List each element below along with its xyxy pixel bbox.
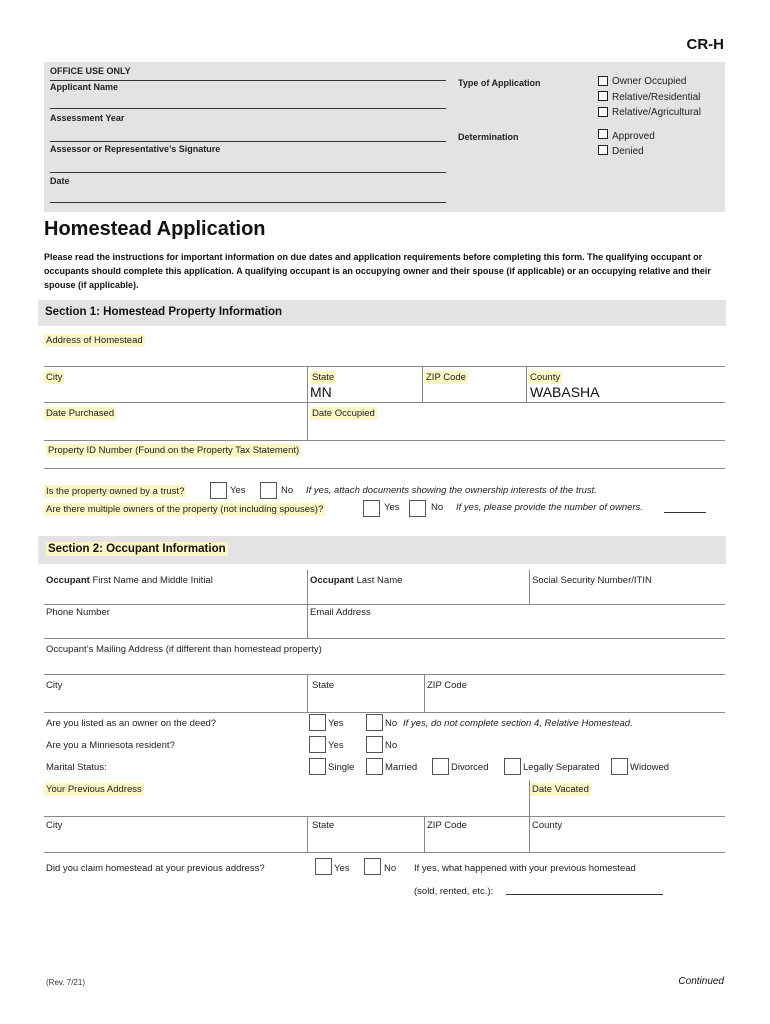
prev-city-label: City — [46, 820, 63, 831]
divider — [422, 366, 423, 402]
deed-note: If yes, do not complete section 4, Relative Homestead. — [403, 718, 633, 729]
divider — [44, 674, 725, 675]
widowed-label: Widowed — [630, 762, 670, 773]
address-of-homestead-label: Address of Homestead — [46, 335, 143, 346]
owners-no-checkbox[interactable] — [409, 500, 426, 517]
owners-question: Are there multiple owners of the property (not including spouses)? — [46, 504, 324, 515]
determination-label: Determination — [458, 132, 519, 142]
single-checkbox[interactable] — [309, 758, 326, 775]
relative-residential-checkbox[interactable] — [598, 91, 608, 101]
deed-yes-label: Yes — [328, 718, 344, 729]
trust-no-label: No — [281, 485, 294, 496]
trust-no-checkbox[interactable] — [260, 482, 277, 499]
previous-homestead-field[interactable] — [506, 894, 663, 895]
divider — [529, 816, 530, 852]
previous-address-label: Your Previous Address — [46, 784, 142, 795]
assessment-year-label: Assessment Year — [50, 113, 125, 123]
approved-checkbox[interactable] — [598, 129, 608, 139]
divider — [44, 468, 725, 469]
section2-header — [38, 536, 726, 564]
claim-yes-label: Yes — [334, 863, 350, 874]
resident-question: Are you a Minnesota resident? — [46, 740, 175, 751]
owners-yes-checkbox[interactable] — [363, 500, 380, 517]
relative-agricultural-label: Relative/Agricultural — [612, 107, 701, 118]
owner-occupied-label: Owner Occupied — [612, 76, 687, 87]
divider — [307, 366, 308, 402]
mailing-address-label: Occupant’s Mailing Address (if different than homestead property) — [46, 644, 322, 655]
resident-yes-checkbox[interactable] — [309, 736, 326, 753]
divider — [307, 674, 308, 712]
date-purchased-label: Date Purchased — [46, 408, 115, 419]
claim-no-label: No — [384, 863, 397, 874]
page-title: Homestead Application — [44, 218, 266, 240]
date-vacated-label: Date Vacated — [532, 784, 589, 795]
denied-checkbox[interactable] — [598, 145, 608, 155]
resident-no-checkbox[interactable] — [366, 736, 383, 753]
relative-agricultural-checkbox[interactable] — [598, 107, 608, 117]
resident-no-label: No — [385, 740, 398, 751]
claim-note-2: (sold, rented, etc.): — [414, 886, 494, 897]
divider — [526, 366, 527, 402]
deed-yes-checkbox[interactable] — [309, 714, 326, 731]
divider — [44, 440, 725, 441]
continued-label: Continued — [678, 976, 724, 987]
ssn-label: Social Security Number/ITIN — [532, 575, 652, 586]
zip-label: ZIP Code — [426, 372, 466, 383]
legally-separated-label: Legally Separated — [523, 762, 600, 773]
divider — [44, 402, 725, 403]
section2-title: Section 2: Occupant Information — [48, 543, 226, 555]
owners-yes-label: Yes — [384, 502, 400, 513]
state-label: State — [312, 372, 335, 383]
deed-no-checkbox[interactable] — [366, 714, 383, 731]
date-occupied-label: Date Occupied — [312, 408, 375, 419]
county-value[interactable]: WABASHA — [530, 384, 600, 400]
number-of-owners-field[interactable] — [664, 512, 706, 513]
office-use-title: OFFICE USE ONLY — [50, 66, 131, 76]
mailing-city-label: City — [46, 680, 63, 691]
email-label: Email Address — [310, 607, 371, 618]
section1-header — [38, 300, 726, 326]
date-line[interactable] — [50, 172, 446, 173]
divorced-checkbox[interactable] — [432, 758, 449, 775]
divider — [44, 816, 725, 817]
owners-note: If yes, please provide the number of owners. — [456, 502, 643, 513]
divider — [424, 816, 425, 852]
divider — [424, 674, 425, 712]
marital-status-label: Marital Status: — [46, 762, 107, 773]
owners-no-label: No — [431, 502, 444, 513]
trust-yes-checkbox[interactable] — [210, 482, 227, 499]
owner-occupied-checkbox[interactable] — [598, 76, 608, 86]
divider — [307, 816, 308, 852]
divider — [307, 604, 308, 638]
address-line — [44, 366, 725, 367]
deed-question: Are you listed as an owner on the deed? — [46, 718, 217, 729]
applicant-name-line — [50, 80, 446, 81]
prev-county-label: County — [532, 820, 563, 831]
date-label: Date — [50, 176, 70, 186]
claim-question: Did you claim homestead at your previous address? — [46, 863, 265, 874]
revision-date: (Rev. 7/21) — [46, 978, 85, 987]
resident-yes-label: Yes — [328, 740, 344, 751]
state-value[interactable]: MN — [310, 384, 332, 400]
last-name-label: Occupant Last Name — [310, 575, 403, 586]
signature-line[interactable] — [50, 141, 446, 142]
trust-note: If yes, attach documents showing the ownership interests of the trust. — [306, 485, 597, 496]
phone-label: Phone Number — [46, 607, 110, 618]
mailing-state-label: State — [312, 680, 335, 691]
county-label: County — [530, 372, 561, 383]
deed-no-label: No — [385, 718, 398, 729]
legally-separated-checkbox[interactable] — [504, 758, 521, 775]
trust-yes-label: Yes — [230, 485, 246, 496]
type-of-application-label: Type of Application — [458, 78, 541, 88]
divider — [307, 570, 308, 604]
approved-label: Approved — [612, 131, 655, 142]
divider — [44, 638, 725, 639]
divider — [307, 402, 308, 440]
form-code: CR-H — [686, 36, 724, 53]
divider — [44, 604, 725, 605]
divider — [44, 852, 725, 853]
divider — [529, 570, 530, 604]
first-name-label: Occupant First Name and Middle Initial — [46, 575, 213, 586]
signature-label: Assessor or Representative’s Signature — [50, 144, 221, 154]
section1-title: Section 1: Homestead Property Information — [45, 306, 283, 318]
office-use-box — [44, 62, 725, 212]
divider — [44, 712, 725, 713]
widowed-checkbox[interactable] — [611, 758, 628, 775]
prev-zip-label: ZIP Code — [427, 820, 467, 831]
property-id-label: Property ID Number (Found on the Property Tax Statement) — [48, 445, 300, 456]
claim-no-checkbox[interactable] — [364, 858, 381, 875]
mailing-zip-label: ZIP Code — [427, 680, 467, 691]
applicant-name-label: Applicant Name — [50, 82, 119, 92]
city-label: City — [46, 372, 63, 383]
denied-label: Denied — [612, 146, 644, 157]
assessment-year-line[interactable] — [50, 108, 446, 109]
divorced-label: Divorced — [451, 762, 489, 773]
single-label: Single — [328, 762, 355, 773]
trust-question: Is the property owned by a trust? — [46, 486, 185, 497]
claim-note: If yes, what happened with your previous homestead — [414, 863, 636, 874]
married-label: Married — [385, 762, 418, 773]
claim-yes-checkbox[interactable] — [315, 858, 332, 875]
married-checkbox[interactable] — [366, 758, 383, 775]
relative-residential-label: Relative/Residential — [612, 92, 701, 103]
intro-text: Please read the instructions for important information on due dates and application requirements before completing this form. The qualifying occupant or occupants should complete this application. A qualifying occupant is an occupying owner and their spouse (if applicable) or an occupying relative and their spouse (if applicable). — [44, 252, 711, 290]
date-bottom-line — [50, 202, 446, 203]
prev-state-label: State — [312, 820, 335, 831]
